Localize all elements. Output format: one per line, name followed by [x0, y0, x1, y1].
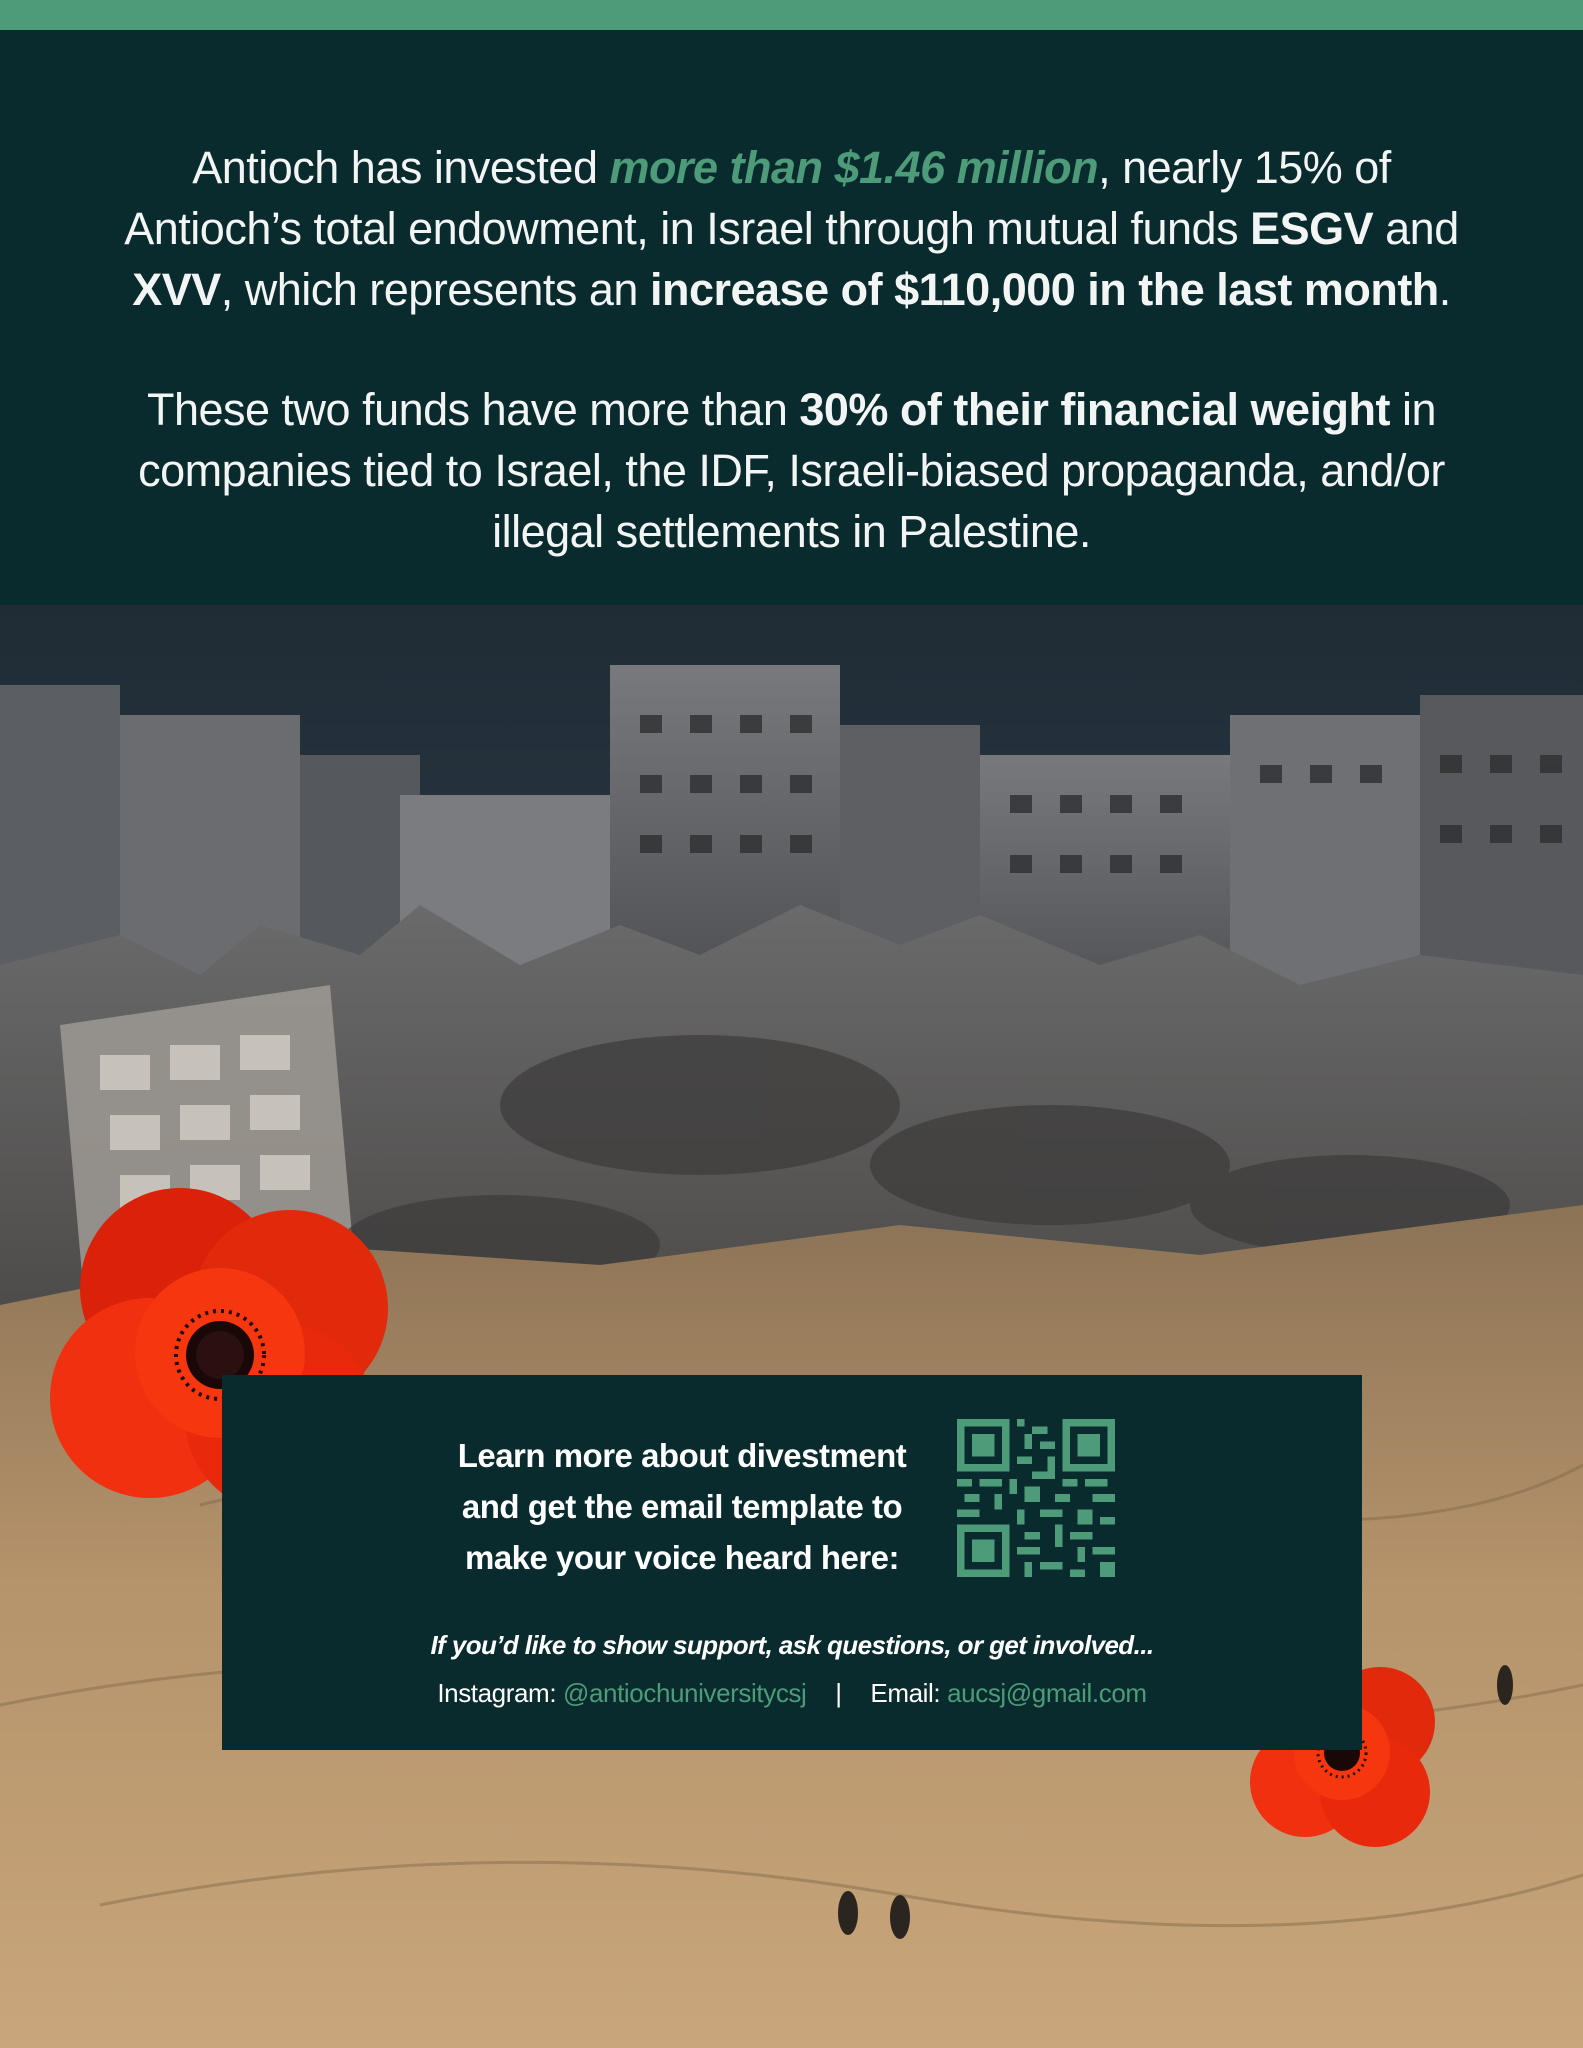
email-address-link[interactable]: aucsj@gmail.com — [947, 1678, 1147, 1708]
instagram-handle-link[interactable]: @antiochuniversitycsj — [562, 1678, 807, 1708]
fund-xvv: XVV — [132, 264, 221, 315]
top-accent-stripe — [0, 0, 1583, 30]
support-line: If you’d like to show support, ask questions, or get involved... — [430, 1630, 1154, 1660]
para2-text-2: in companies tied to Israel, the IDF, Israeli-biased propaganda, and/or illegal settlements in Palestine. — [138, 384, 1445, 557]
financial-weight: 30% of their financial weight — [799, 384, 1390, 435]
funds-paragraph — [120, 379, 1463, 562]
para1-text-3: and — [1373, 203, 1459, 254]
contact-line — [222, 1678, 1362, 1709]
call-to-action-box — [222, 1375, 1362, 1750]
investment-amount: more than $1.46 million — [609, 142, 1099, 193]
cta-heading: Learn more about divestment and get the email template to make your voice heard here: — [457, 1437, 907, 1576]
contact-separator: | — [835, 1678, 842, 1708]
fund-esgv: ESGV — [1250, 203, 1374, 254]
para1-text-1: Antioch has invested — [192, 142, 610, 193]
para2-text-1: These two funds have more than — [146, 384, 800, 435]
instagram-label: Instagram: — [437, 1678, 557, 1708]
para1-text-5: . — [1438, 264, 1451, 315]
intro-panel — [0, 30, 1583, 605]
para1-text-2: , nearly 15% of Antioch’s total endowment, in Israel through mutual funds — [124, 142, 1391, 254]
para1-text-4: , which represents an — [220, 264, 650, 315]
email-label: Email: — [870, 1678, 941, 1708]
increase-amount: increase of $110,000 in the last month — [649, 264, 1439, 315]
investment-paragraph — [120, 137, 1463, 320]
qr-code-icon[interactable] — [957, 1419, 1115, 1577]
